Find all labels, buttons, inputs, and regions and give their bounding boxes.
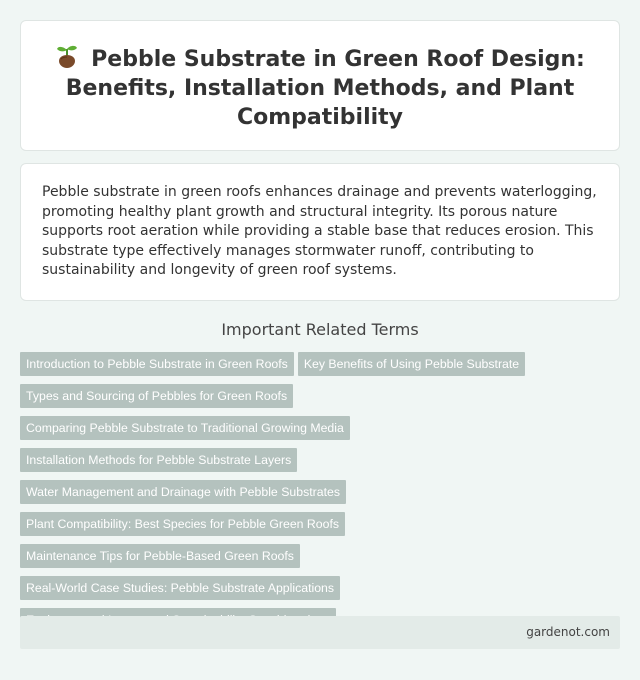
page-title <box>41 43 599 132</box>
related-terms-heading: Important Related Terms <box>221 320 419 339</box>
summary-card <box>20 163 620 301</box>
related-term-link[interactable]: Water Management and Drainage with Pebble Substrates <box>20 480 346 504</box>
sprout-icon <box>55 43 79 69</box>
related-term-link[interactable]: Plant Compatibility: Best Species for Pebble Green Roofs <box>20 512 345 536</box>
related-term-link[interactable]: Comparing Pebble Substrate to Traditional Growing Media <box>20 416 350 440</box>
footer <box>20 616 620 649</box>
summary-text: Pebble substrate in green roofs enhances drainage and prevents waterlogging, promoting healthy plant growth and structural integrity. Its porous nature supports root aeration while providing a stable base that reduces erosion. This substrate type effectively manages stormwater runoff, contributing to sustainability and longevity of green roof systems. <box>42 184 597 278</box>
footer-site-link[interactable]: gardenot.com <box>526 625 610 639</box>
related-term-link[interactable]: Installation Methods for Pebble Substrate Layers <box>20 448 297 472</box>
related-term-link[interactable]: Introduction to Pebble Substrate in Green Roofs <box>20 352 294 376</box>
title-card <box>20 20 620 151</box>
related-term-link[interactable]: Maintenance Tips for Pebble-Based Green Roofs <box>20 544 300 568</box>
related-terms-list <box>20 352 620 632</box>
page-title-text: Pebble Substrate in Green Roof Design: Benefits, Installation Methods, and Plant Compatibility <box>65 47 585 130</box>
related-term-link[interactable]: Types and Sourcing of Pebbles for Green Roofs <box>20 384 293 408</box>
related-term-link[interactable]: Key Benefits of Using Pebble Substrate <box>298 352 525 376</box>
related-term-link[interactable]: Real-World Case Studies: Pebble Substrate Applications <box>20 576 340 600</box>
